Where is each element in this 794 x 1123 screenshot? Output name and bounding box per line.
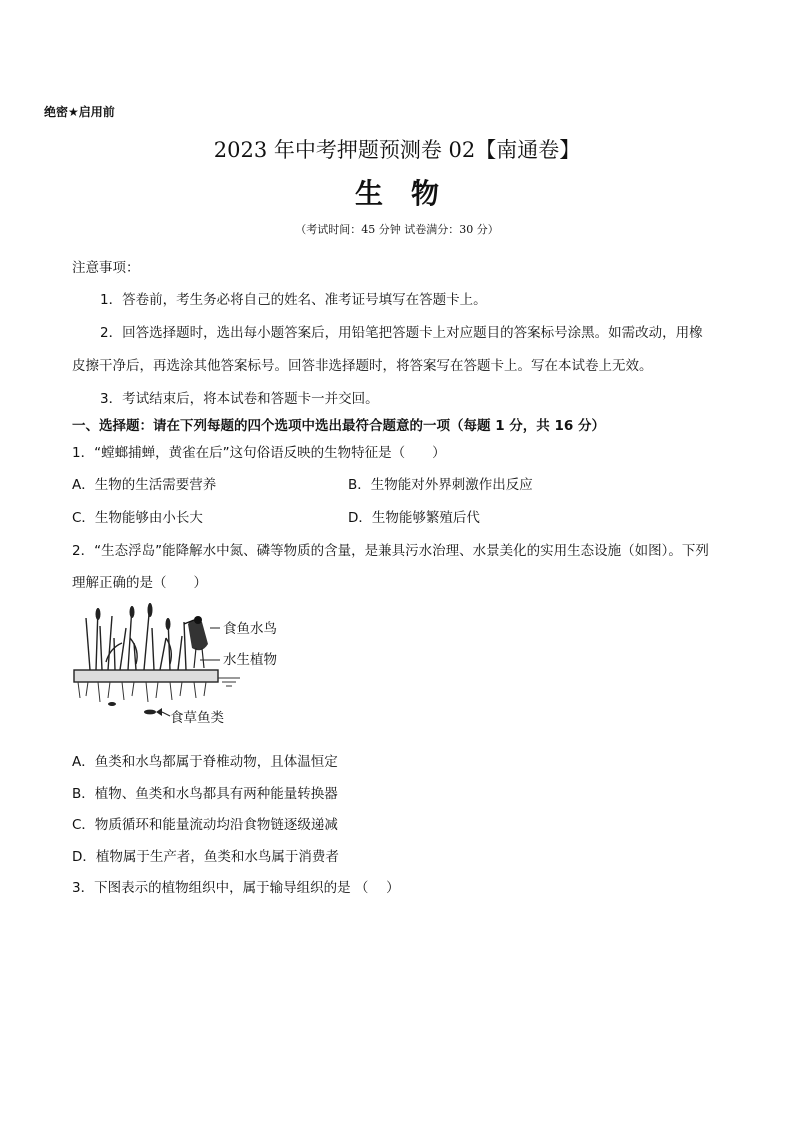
confidential-mark: 绝密★启用前 <box>44 105 115 119</box>
label-herbivorous-fish: 食草鱼类 <box>170 710 224 726</box>
subject-title: 生物 <box>354 177 467 210</box>
question-2-option-c: C．物质循环和能量流动均沿食物链逐级递减 <box>72 817 338 833</box>
ecological-floating-island-figure <box>70 598 300 728</box>
label-fish-eating-bird: 食鱼水鸟 <box>223 621 277 637</box>
question-1-stem: 1．“螳螂捕蝉，黄雀在后”这句俗语反映的生物特征是（ ） <box>72 445 446 461</box>
plant-cattails <box>96 603 171 630</box>
question-3-stem: 3．下图表示的植物组织中，属于输导组织的是 （ ） <box>72 880 400 896</box>
question-1-option-d: D．生物能够繁殖后代 <box>348 510 480 526</box>
label-aquatic-plant: 水生植物 <box>223 652 277 668</box>
question-2-option-d: D．植物属于生产者，鱼类和水鸟属于消费者 <box>72 849 339 865</box>
question-2-stem-line1: 2．“生态浮岛”能降解水中氮、磷等物质的含量，是兼具污水治理、水景美化的实用生态设施（如图）。下列 <box>72 543 709 559</box>
question-2-option-b: B．植物、鱼类和水鸟都具有两种能量转换器 <box>72 786 338 802</box>
water-plants-drawing <box>86 603 186 670</box>
question-1-option-b: B．生物能对外界刺激作出反应 <box>348 477 533 493</box>
question-2-option-a: A．鱼类和水鸟都属于脊椎动物，且体温恒定 <box>72 754 338 770</box>
note-item-2b: 皮擦干净后，再选涂其他答案标号。回答非选择题时，将答案写在答题卡上。写在本试卷上无效。 <box>72 358 653 374</box>
exam-title: 2023 年中考押题预测卷 02【南通卷】 <box>213 138 581 162</box>
fish-drawing <box>108 702 162 716</box>
floating-platform <box>74 670 240 702</box>
note-item-3: 3．考试结束后，将本试卷和答题卡一并交回。 <box>100 391 379 407</box>
notes-heading: 注意事项： <box>72 260 140 276</box>
question-1-option-c: C．生物能够由小长大 <box>72 510 203 526</box>
note-item-1: 1．答卷前，考生务必将自己的姓名、准考证号填写在答题卡上。 <box>100 292 487 308</box>
question-2-stem-line2: 理解正确的是（ ） <box>72 575 207 591</box>
section-heading: 一、选择题：请在下列每题的四个选项中选出最符合题意的一项（每题 1 分，共 16 分） <box>72 418 605 434</box>
note-item-2a: 2．回答选择题时，选出每小题答案后，用铅笔把答题卡上对应题目的答案标号涂黑。如需改动，用橡 <box>100 325 703 341</box>
question-1-option-a: A．生物的生活需要营养 <box>72 477 217 493</box>
exam-time-info: （考试时间：45 分钟 试卷满分：30 分） <box>295 223 499 236</box>
